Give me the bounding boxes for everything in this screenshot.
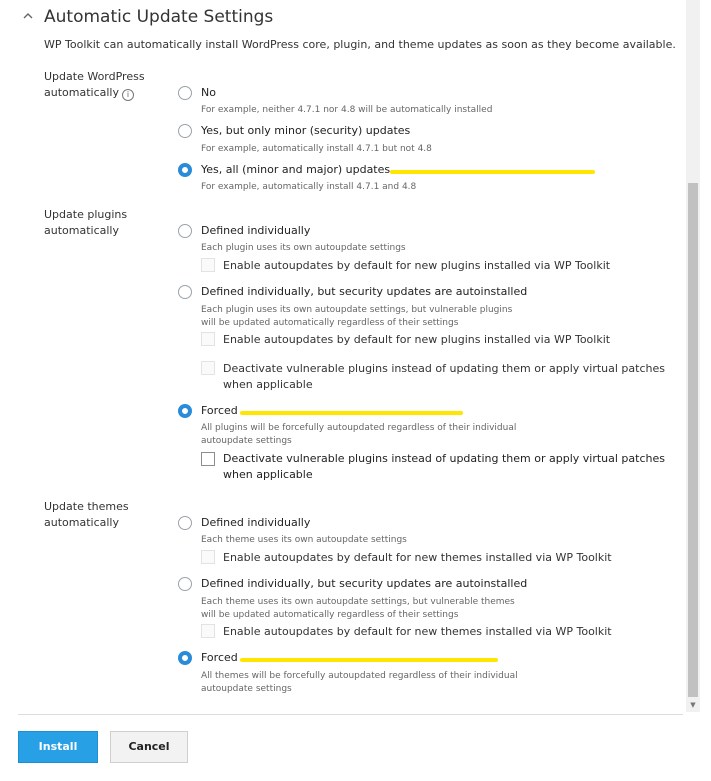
themes-group-label: Update themes automatically — [44, 500, 129, 529]
intro-text: WP Toolkit can automatically install WordPress core, plugin, and theme updates as soon as they become available. — [44, 38, 676, 51]
plugins-option-security-label[interactable]: Defined individually, but security updates are autoinstalled — [201, 285, 528, 298]
themes-individual-autoupdate-checkbox — [201, 550, 215, 564]
scroll-down-arrow-icon[interactable]: ▼ — [690, 701, 696, 709]
plugins-individual-autoupdate-checkbox — [201, 258, 215, 272]
install-button[interactable]: Install — [18, 731, 98, 763]
themes-radio-forced[interactable] — [178, 651, 192, 665]
section-title: Automatic Update Settings — [44, 7, 274, 27]
themes-option-individual-label[interactable]: Defined individually — [201, 516, 311, 529]
plugins-forced-deactivate-checkbox[interactable] — [201, 452, 215, 466]
wordpress-radio-no[interactable] — [178, 86, 192, 100]
highlight-mark — [390, 170, 595, 174]
cancel-button[interactable]: Cancel — [110, 731, 188, 763]
plugins-forced-deactivate-label[interactable]: Deactivate vulnerable plugins instead of updating them or apply virtual patches when applicable — [223, 452, 665, 481]
themes-individual-autoupdate-label: Enable autoupdates by default for new themes installed via WP Toolkit — [223, 551, 612, 564]
wordpress-group-label: Update WordPress automatically i — [44, 70, 145, 99]
wordpress-option-all-label[interactable]: Yes, all (minor and major) updates — [201, 163, 391, 176]
themes-option-forced-label[interactable]: Forced — [201, 651, 238, 664]
highlight-mark — [240, 411, 463, 415]
themes-option-security-hint: Each theme uses its own autoupdate settings, but vulnerable themes will be updated automatically regardless of their settings — [201, 597, 515, 620]
plugins-option-security-hint: Each plugin uses its own autoupdate settings, but vulnerable plugins will be updated automatically regardless of their settings — [201, 305, 513, 328]
plugins-radio-individual[interactable] — [178, 224, 192, 238]
highlight-mark — [240, 658, 498, 662]
wordpress-option-all-hint: For example, automatically install 4.7.1 and 4.8 — [201, 182, 417, 192]
wordpress-radio-all[interactable] — [178, 163, 192, 177]
chevron-up-icon[interactable] — [22, 10, 34, 22]
plugins-option-forced-hint: All plugins will be forcefully autoupdated regardless of their individual autoupdate settings — [201, 423, 517, 446]
wordpress-option-minor-label[interactable]: Yes, but only minor (security) updates — [201, 124, 411, 137]
wordpress-radio-minor[interactable] — [178, 124, 192, 138]
plugins-option-individual-hint: Each plugin uses its own autoupdate settings — [201, 243, 406, 253]
plugins-option-individual-label[interactable]: Defined individually — [201, 224, 311, 237]
themes-option-forced-hint: All themes will be forcefully autoupdated regardless of their individual autoupdate settings — [201, 671, 518, 694]
wordpress-option-minor-hint: For example, automatically install 4.7.1 but not 4.8 — [201, 144, 432, 154]
scrollbar-thumb[interactable] — [688, 183, 698, 697]
themes-security-autoupdate-label: Enable autoupdates by default for new themes installed via WP Toolkit — [223, 625, 612, 638]
wordpress-option-no-label[interactable]: No — [201, 86, 216, 99]
wordpress-option-no-hint: For example, neither 4.7.1 nor 4.8 will be automatically installed — [201, 105, 493, 115]
plugins-security-autoupdate-label: Enable autoupdates by default for new plugins installed via WP Toolkit — [223, 333, 611, 346]
themes-security-autoupdate-checkbox — [201, 624, 215, 638]
themes-radio-security[interactable] — [178, 577, 192, 591]
plugins-option-forced-label[interactable]: Forced — [201, 404, 238, 417]
plugins-security-deactivate-checkbox — [201, 361, 215, 375]
plugins-group-label: Update plugins automatically — [44, 208, 128, 237]
plugins-radio-forced[interactable] — [178, 404, 192, 418]
themes-radio-individual[interactable] — [178, 516, 192, 530]
themes-option-individual-hint: Each theme uses its own autoupdate settings — [201, 535, 407, 545]
plugins-radio-security[interactable] — [178, 285, 192, 299]
plugins-security-autoupdate-checkbox — [201, 332, 215, 346]
footer-divider — [18, 714, 683, 715]
plugins-individual-autoupdate-label: Enable autoupdates by default for new plugins installed via WP Toolkit — [223, 259, 611, 272]
themes-option-security-label[interactable]: Defined individually, but security updates are autoinstalled — [201, 577, 528, 590]
plugins-security-deactivate-label: Deactivate vulnerable plugins instead of updating them or apply virtual patches when applicable — [223, 362, 665, 391]
info-icon[interactable]: i — [122, 89, 134, 101]
